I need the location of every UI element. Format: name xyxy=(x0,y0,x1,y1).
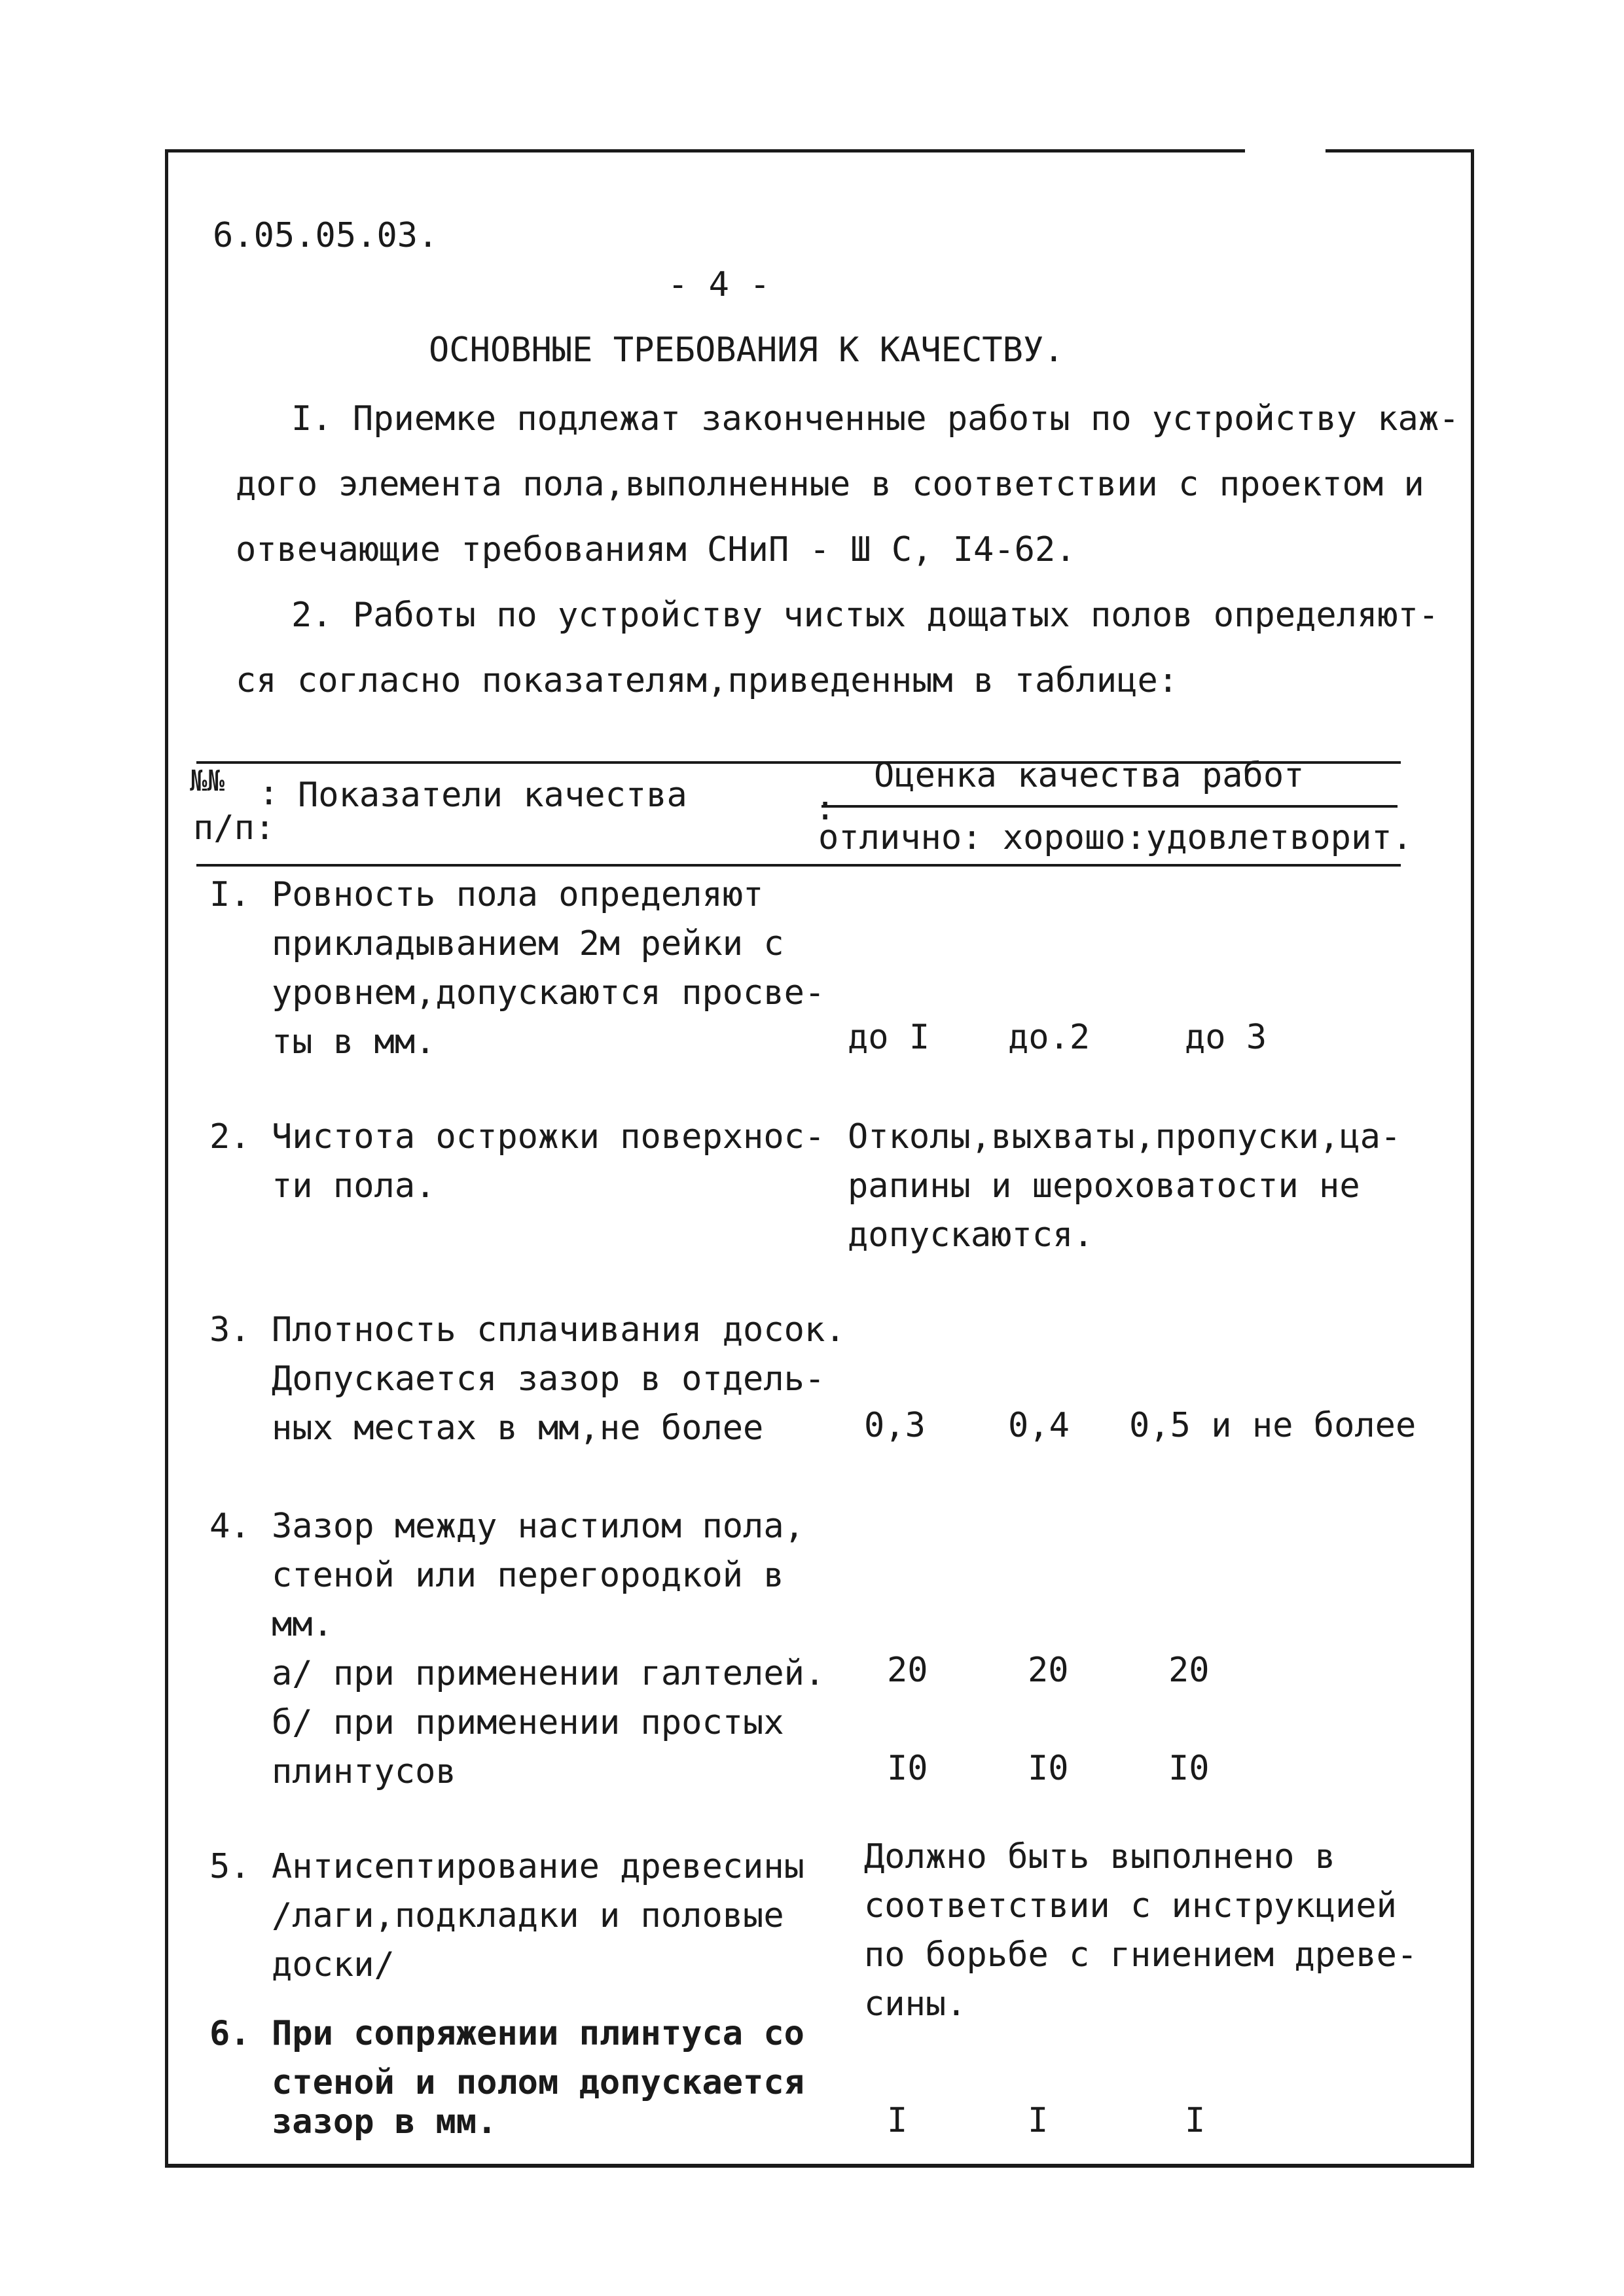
row-number: 2. xyxy=(209,1117,251,1157)
row-note-line: соответствии с инструкцией xyxy=(864,1886,1397,1926)
row-text-line: Плотность сплачивания досок. xyxy=(272,1310,846,1350)
value-satisfactory: до 3 xyxy=(1185,1018,1267,1057)
row-number: 4. xyxy=(209,1507,251,1546)
row-text-line: ных местах в мм,не более xyxy=(272,1408,764,1448)
row-text-line: При сопряжении плинтуса со xyxy=(272,2014,804,2053)
row-text-line: Допускается зазор в отдель- xyxy=(272,1359,825,1399)
row-text-line: стеной или перегородкой в xyxy=(272,1556,784,1595)
row-text-line: зазор в мм. xyxy=(272,2102,497,2142)
value-good: 0,4 xyxy=(1008,1406,1070,1445)
row-text-line: стеной и полом допускается xyxy=(272,2063,804,2102)
row-note-line: рапины и шероховатости не xyxy=(848,1166,1360,1206)
value-excellent: до I xyxy=(848,1018,930,1057)
row-text-line: ты в мм. xyxy=(272,1022,436,1062)
row-number: 6. xyxy=(209,2014,251,2053)
row-text-line: уровнем,допускаются просве- xyxy=(272,973,825,1013)
row-text-line: плинтусов xyxy=(272,1752,456,1791)
row-text-line: прикладыванием 2м рейки с xyxy=(272,924,784,963)
row-text-line: мм. xyxy=(272,1605,333,1644)
row-text-line: /лаги,подкладки и половые xyxy=(272,1896,784,1935)
table-rating-rule xyxy=(821,805,1398,808)
row-number: 3. xyxy=(209,1310,251,1350)
value-good: I0 xyxy=(1028,1749,1069,1788)
value-excellent: 20 xyxy=(887,1651,928,1690)
value-good: до.2 xyxy=(1008,1018,1091,1057)
paragraph-line: ся согласно показателям,приведенным в таблице: xyxy=(236,661,1179,700)
value-good: 20 xyxy=(1028,1651,1069,1690)
row-text-line: Ровность пола определяют xyxy=(272,875,764,914)
table-header-separator: : xyxy=(815,789,836,828)
value-good: I xyxy=(1028,2101,1049,2140)
table-header-bottom-rule xyxy=(196,864,1401,867)
row-note-line: допускаются. xyxy=(848,1215,1094,1255)
row-text-line: а/ при применении галтелей. xyxy=(272,1654,825,1693)
row-note-line: по борьбе с гниением древе- xyxy=(864,1935,1418,1975)
row-text-line: Зазор между настилом пола, xyxy=(272,1507,804,1546)
value-excellent: 0,3 xyxy=(864,1406,926,1445)
paragraph-line: дого элемента пола,выполненные в соответствии с проектом и xyxy=(236,465,1424,504)
value-satisfactory: I xyxy=(1185,2101,1206,2140)
table-header-number: №№ xyxy=(190,764,225,798)
page-number: - 4 - xyxy=(668,265,770,304)
document-code: 6.05.05.03. xyxy=(213,216,439,255)
value-satisfactory: 0,5 и не более xyxy=(1129,1406,1416,1445)
paragraph-line: I. Приемке подлежат законченные работы по устройству каж- xyxy=(291,399,1460,439)
table-header-rating: Оценка качества работ xyxy=(874,756,1305,795)
value-excellent: I xyxy=(887,2101,908,2140)
table-header-indicator: Показатели качества xyxy=(298,776,687,815)
table-header-grades: отлично: хорошо:удовлетворит. xyxy=(818,818,1413,857)
paragraph-line: отвечающие требованиям СНиП - Ш С, I4-62. xyxy=(236,530,1076,569)
row-note-line: Должно быть выполнено в xyxy=(864,1837,1336,1876)
row-text-line: Антисептирование древесины xyxy=(272,1847,804,1886)
row-number: 5. xyxy=(209,1847,251,1886)
row-text-line: ти пола. xyxy=(272,1166,436,1206)
section-title: ОСНОВНЫЕ ТРЕБОВАНИЯ К КАЧЕСТВУ. xyxy=(429,331,1064,370)
row-text-line: Чистота острожки поверхнос- xyxy=(272,1117,825,1157)
row-number: I. xyxy=(209,875,251,914)
table-header-number-sub: п/п: xyxy=(193,808,276,848)
row-note-line: сины. xyxy=(864,1984,967,2024)
row-note-line: Отколы,выхваты,пропуски,ца- xyxy=(848,1117,1401,1157)
row-text-line: доски/ xyxy=(272,1945,395,1984)
table-header-separator: : xyxy=(259,774,280,813)
row-text-line: б/ при применении простых xyxy=(272,1703,784,1742)
value-excellent: I0 xyxy=(887,1749,928,1788)
value-satisfactory: I0 xyxy=(1168,1749,1210,1788)
value-satisfactory: 20 xyxy=(1168,1651,1210,1690)
paragraph-line: 2. Работы по устройству чистых дощатых полов определяют- xyxy=(291,596,1439,635)
